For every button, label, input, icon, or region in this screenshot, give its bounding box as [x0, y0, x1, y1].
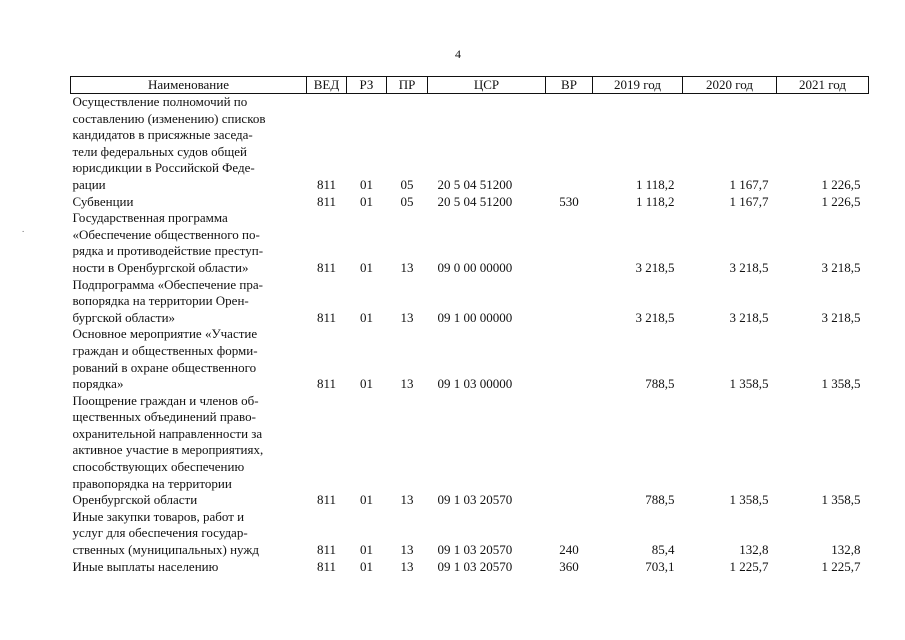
- row-name-cell: Осуществление полномочий по составлению (изменению) списков кандидатов в присяжные заседа- тели федеральных судов общей юрисдикции в Российской Феде- рации: [72, 94, 266, 192]
- ved-cell: 811: [316, 309, 337, 325]
- ved-cell: 811: [316, 176, 337, 192]
- margin-mark: .: [22, 224, 25, 234]
- header-name: Наименование: [71, 77, 307, 94]
- pr-cell: 13: [400, 558, 414, 574]
- vr-cell: [546, 94, 593, 194]
- row-name-cell: Субвенции: [72, 193, 134, 209]
- header-pr: ПР: [387, 77, 428, 94]
- table-row: [71, 326, 869, 392]
- table-header-row: [71, 77, 869, 94]
- value-2021-cell: 1 226,5: [821, 176, 861, 192]
- value-2019-cell: 788,5: [645, 376, 675, 392]
- header-rz: РЗ: [347, 77, 387, 94]
- header-ved: ВЕД: [307, 77, 347, 94]
- ved-cell: 811: [316, 558, 337, 574]
- rz-cell: 01: [360, 376, 373, 392]
- value-2019-cell: 85,4: [651, 542, 675, 558]
- value-2019-cell: 1 118,2: [635, 193, 675, 209]
- vr-cell: [546, 393, 593, 509]
- row-name-cell: Государственная программа «Обеспечение общественного по- рядка и противодействие преступ- ности в Оренбургской области»: [72, 210, 264, 275]
- value-2019-cell: 3 218,5: [635, 259, 675, 275]
- value-2021-cell: 3 218,5: [821, 309, 861, 325]
- rz-cell: 01: [360, 542, 373, 558]
- value-2019-cell: 3 218,5: [635, 309, 675, 325]
- header-2019: 2019 год: [593, 77, 683, 94]
- header-csr: ЦСР: [428, 77, 546, 94]
- csr-cell: 09 1 03 20570: [437, 492, 513, 508]
- value-2021-cell: 3 218,5: [821, 259, 861, 275]
- csr-cell: 09 1 03 20570: [437, 542, 513, 558]
- pr-cell: 05: [400, 176, 414, 192]
- row-name-cell: Основное мероприятие «Участие граждан и общественных форми- рований в охране общественного порядка»: [72, 326, 258, 392]
- value-2020-cell: 1 225,7: [729, 558, 769, 574]
- vr-cell: [546, 277, 593, 327]
- value-2019-cell: 703,1: [645, 558, 675, 574]
- value-2021-cell: 1 358,5: [821, 376, 861, 392]
- header-vr: ВР: [546, 77, 593, 94]
- csr-cell: 20 5 04 51200: [437, 193, 513, 209]
- vr-cell: [546, 326, 593, 392]
- ved-cell: 811: [316, 193, 337, 209]
- csr-cell: 09 0 00 00000: [437, 259, 513, 275]
- table-row: [71, 94, 869, 194]
- value-2020-cell: 132,8: [739, 542, 769, 558]
- value-2019-cell: 788,5: [645, 492, 675, 508]
- row-name-cell: Иные закупки товаров, работ и услуг для обеспечения государ- ственных (муниципальных) нужд: [72, 508, 259, 558]
- rz-cell: 01: [360, 558, 373, 574]
- ved-cell: 811: [316, 259, 337, 275]
- row-name-cell: Поощрение граждан и членов об- щественных объединений право- охранительной направленности за активное участие в мероприятиях, способствующих обеспечению правопорядка на территории Оренбургской области: [72, 392, 264, 508]
- vr-cell: 530: [559, 193, 579, 209]
- pr-cell: 13: [400, 309, 414, 325]
- header-2020: 2020 год: [683, 77, 777, 94]
- pr-cell: 13: [400, 542, 414, 558]
- rz-cell: 01: [360, 492, 373, 508]
- table-row: [71, 210, 869, 276]
- row-name-cell: Подпрограмма «Обеспечение пра- вопорядка на территории Орен- бургской области»: [72, 276, 263, 325]
- budget-table: [70, 76, 869, 575]
- value-2021-cell: 1 226,5: [821, 193, 861, 209]
- page-number: 4: [455, 47, 461, 61]
- pr-cell: 13: [400, 376, 414, 392]
- rz-cell: 01: [360, 309, 373, 325]
- ved-cell: 811: [316, 492, 337, 508]
- table-row: [71, 509, 869, 559]
- value-2020-cell: 3 218,5: [729, 309, 769, 325]
- pr-cell: 13: [400, 259, 414, 275]
- table-row: [71, 277, 869, 327]
- table-row: [71, 194, 869, 211]
- header-2021: 2021 год: [777, 77, 869, 94]
- csr-cell: 09 1 00 00000: [437, 309, 513, 325]
- table-row: [71, 393, 869, 509]
- row-name-cell: Иные выплаты населению: [72, 558, 219, 574]
- pr-cell: 13: [400, 492, 414, 508]
- rz-cell: 01: [360, 176, 373, 192]
- table-row: [71, 559, 869, 576]
- value-2020-cell: 1 167,7: [729, 193, 769, 209]
- vr-cell: [546, 210, 593, 276]
- ved-cell: 811: [316, 376, 337, 392]
- rz-cell: 01: [360, 259, 373, 275]
- value-2019-cell: 1 118,2: [635, 176, 675, 192]
- value-2021-cell: 132,8: [831, 542, 861, 558]
- csr-cell: 09 1 03 00000: [437, 376, 513, 392]
- value-2020-cell: 3 218,5: [729, 259, 769, 275]
- value-2020-cell: 1 167,7: [729, 176, 769, 192]
- rz-cell: 01: [360, 193, 373, 209]
- csr-cell: 20 5 04 51200: [437, 176, 513, 192]
- value-2020-cell: 1 358,5: [729, 492, 769, 508]
- csr-cell: 09 1 03 20570: [437, 558, 513, 574]
- value-2021-cell: 1 225,7: [821, 558, 861, 574]
- ved-cell: 811: [316, 542, 337, 558]
- vr-cell: 240: [559, 542, 579, 558]
- vr-cell: 360: [559, 558, 579, 574]
- value-2021-cell: 1 358,5: [821, 492, 861, 508]
- value-2020-cell: 1 358,5: [729, 376, 769, 392]
- pr-cell: 05: [400, 193, 414, 209]
